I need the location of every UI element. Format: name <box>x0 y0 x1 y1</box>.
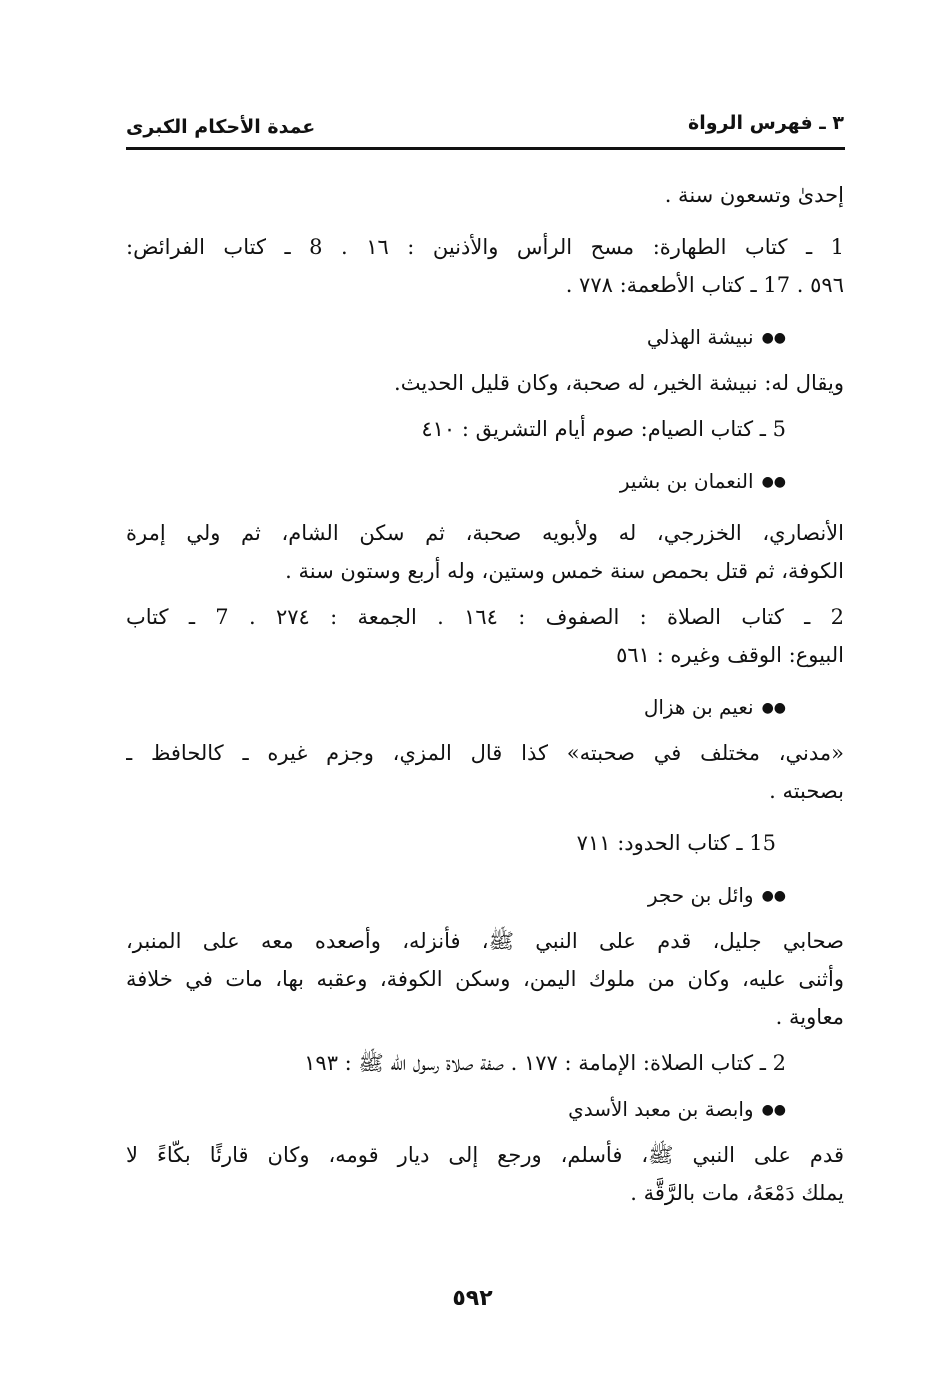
narrator-bio-wabisa-line-2: يملك دَمْعَهُ، مات بالرَّقَّة . <box>630 1181 844 1205</box>
narrators-index-content <box>126 176 844 1212</box>
narrator-bio-wail-line-1: صحابي جليل، قدم على النبي ﷺ، فأنزله، وأصعده معه على المنبر، <box>126 929 844 953</box>
narrator-heading-wabisa <box>126 1090 844 1128</box>
narrator-refs-nubaysha: 5 ـ كتاب الصيام: صوم أيام التشريق : ٤١٠ <box>421 417 786 441</box>
book-title: عمدة الأحكام الكبرى <box>126 116 316 138</box>
narrator-refs-numan-line-1: 2 ـ كتاب الصلاة : الصفوف : ١٦٤ . الجمعة : ٢٧٤ . 7 ـ كتاب <box>126 605 844 629</box>
narrator-refs-nuaym: 15 ـ كتاب الحدود: ٧١١ <box>576 831 776 855</box>
narrator-bio-wail-line-3: معاوية . <box>775 1005 844 1029</box>
bullet-icon: ●● <box>761 474 786 490</box>
header-rule <box>126 147 845 150</box>
narrator-refs-wail: 2 ـ كتاب الصلاة: الإمامة : ١٧٧ . صفة صلاة رسول الله ﷺ : ١٩٣ <box>304 1051 786 1075</box>
previous-entry-refs-line-2: ٥٩٦ . 17 ـ كتاب الأطعمة: ٧٧٨ . <box>565 273 844 297</box>
running-head <box>126 108 844 148</box>
narrator-bio-wabisa-line-1: قدم على النبي ﷺ، فأسلم، ورجع إلى ديار قومه، وكان قارئًا بكّاءً لا <box>126 1143 844 1167</box>
narrator-name: نعيم بن هزال <box>643 695 754 719</box>
narrator-name: نبيشة الهذلي <box>646 325 754 349</box>
narrator-bio-nuaym-line-2: بصحبته . <box>769 779 844 803</box>
narrator-bio-nuaym-line-1: «مدني، مختلف في صحبته» كذا قال المزي، وجزم غيره ـ كالحافظ ـ <box>126 741 844 765</box>
narrator-name: وابصة بن معبد الأسدي <box>568 1097 754 1121</box>
narrator-heading-nubaysha <box>126 318 844 356</box>
bullet-icon: ●● <box>761 1102 786 1118</box>
narrator-bio-numan-line-1: الأنصاري، الخزرجي، له ولأبويه صحبة، ثم سكن الشام، ثم ولي إمرة <box>126 521 844 545</box>
bullet-icon: ●● <box>761 888 786 904</box>
previous-entry-end: إحدىٰ وتسعون سنة . <box>664 183 844 207</box>
narrator-bio-numan-line-2: الكوفة، ثم قتل بحمص سنة خمس وستين، وله أربع وستون سنة . <box>285 559 844 583</box>
section-title: ٣ ـ فهرس الرواة <box>688 112 844 134</box>
narrator-bio-wail-line-2: وأثنى عليه، وكان من ملوك اليمن، وسكن الكوفة، وعقبه بها، مات في خلافة <box>126 967 844 991</box>
narrator-bio-nubaysha: ويقال له: نبيشة الخير، له صحبة، وكان قليل الحديث. <box>394 371 844 395</box>
narrator-name: وائل بن حجر <box>647 883 754 907</box>
bullet-icon: ●● <box>761 700 786 716</box>
bullet-icon: ●● <box>761 330 786 346</box>
narrator-heading-nuaym <box>126 688 844 726</box>
narrator-refs-numan-line-2: البيوع: الوقف وغيره : ٥٦١ <box>616 643 844 667</box>
narrator-heading-wail <box>126 876 844 914</box>
page-number: ٥٩٢ <box>452 1286 493 1311</box>
previous-entry-refs-line-1: 1 ـ كتاب الطهارة: مسح الرأس والأذنين : ١٦ . 8 ـ كتاب الفرائض: <box>126 235 844 259</box>
narrator-heading-numan <box>126 462 844 500</box>
narrator-name: النعمان بن بشير <box>619 469 754 493</box>
